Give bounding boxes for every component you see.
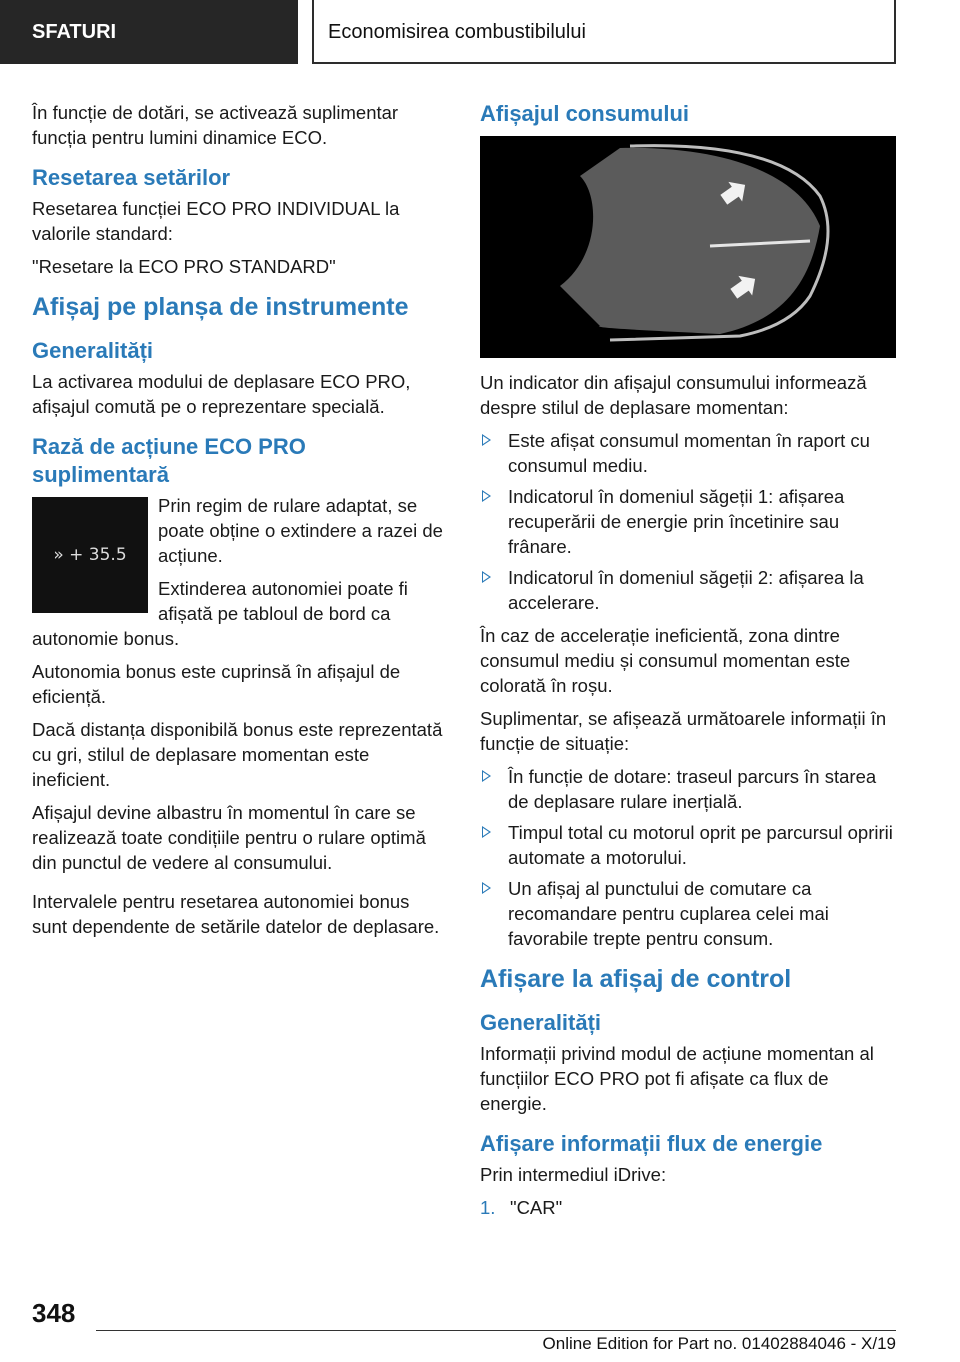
consumption-display-image xyxy=(480,136,896,358)
display-heading: Afișaj pe planșa de instrumente xyxy=(32,293,409,321)
list-item: Un afișaj al punctului de comutare ca recomandare pentru cuplarea celei mai favorabile trepte pentru consum. xyxy=(480,876,896,951)
page-number: 348 xyxy=(32,1298,76,1328)
consumption-bullet-list xyxy=(480,428,896,615)
bullet-triangle-icon xyxy=(482,882,491,894)
list-item: În funcție de dotare: traseul parcurs în starea de deplasare rulare inerțială. xyxy=(480,764,896,814)
left-column xyxy=(32,100,448,947)
right-column xyxy=(480,100,896,1220)
step-number: 1. xyxy=(480,1197,496,1218)
bullet-triangle-icon xyxy=(482,571,491,583)
list-item: Indicatorul în domeniul săgeții 1: afișarea recuperării de energie prin încetinire sau frânare. xyxy=(480,484,896,559)
intro-paragraph: În funcție de dotări, se activează suplimentar funcția pentru lumini dinamice ECO. xyxy=(32,102,399,148)
eco-range-display-image xyxy=(32,497,148,613)
reset-heading: Resetarea setărilor xyxy=(32,165,231,190)
edition-note: Online Edition for Part no. 01402884046 - X/19 xyxy=(542,1334,896,1353)
energy-flow-paragraph: Prin intermediul iDrive: xyxy=(480,1164,667,1185)
chapter-title: Economisirea combustibilului xyxy=(312,0,896,64)
general-heading: Generalități xyxy=(32,338,154,363)
control-display-heading: Afișare la afișaj de control xyxy=(480,965,792,993)
range-paragraph-1: Prin regim de rulare adaptat, se poate obține o extindere a razei de acțiune. xyxy=(158,495,443,566)
steps-list xyxy=(480,1195,896,1220)
range-paragraph-2: Extinderea autonomiei poate fi afișată pe tabloul de bord ca autonomie bonus. xyxy=(32,578,408,649)
control-general-paragraph: Informații privind modul de acțiune momentan al funcțiilor ECO PRO pot fi afișate ca flux de energie. xyxy=(480,1043,874,1114)
inefficient-paragraph: În caz de accelerație ineficientă, zona dintre consumul mediu și consumul momentan este colorată în roșu. xyxy=(480,625,851,696)
section-tab: SFATURI xyxy=(0,0,298,64)
footer-divider xyxy=(96,1330,896,1331)
list-item: Timpul total cu motorul oprit pe parcursul opririi automate a motorului. xyxy=(480,820,896,870)
list-item xyxy=(480,1195,896,1220)
general-paragraph: La activarea modului de deplasare ECO PRO, afișajul comută pe o reprezentare specială. xyxy=(32,371,411,417)
list-item: Este afișat consumul momentan în raport cu consumul mediu. xyxy=(480,428,896,478)
extra-info-paragraph: Suplimentar, se afișează următoarele informații în funcție de situație: xyxy=(480,708,887,754)
bullet-triangle-icon xyxy=(482,490,491,502)
range-paragraph-5: Afișajul devine albastru în momentul în care se realizează toate condițiile pentru o rulare optimă din punctul de vedere al consumului. xyxy=(32,802,426,873)
reset-quote: "Resetare la ECO PRO STANDARD" xyxy=(32,256,336,277)
control-general-heading: Generalități xyxy=(480,1010,602,1035)
range-paragraph-4: Dacă distanța disponibilă bonus este reprezentată cu gri, stilul de deplasare momentan este ineficient. xyxy=(32,719,443,790)
energy-flow-heading: Afișare informații flux de energie xyxy=(480,1131,823,1156)
step-label: "CAR" xyxy=(510,1197,563,1218)
list-item: Indicatorul în domeniul săgeții 2: afișarea la accelerare. xyxy=(480,565,896,615)
eco-range-reading: » + 35.5 xyxy=(53,545,127,565)
consumption-paragraph: Un indicator din afișajul consumului informează despre stilul de deplasare momentan: xyxy=(480,372,867,418)
reset-paragraph: Resetarea funcției ECO PRO INDIVIDUAL la valorile standard: xyxy=(32,198,400,244)
bullet-triangle-icon xyxy=(482,826,491,838)
range-paragraph-6: Intervalele pentru resetarea autonomiei bonus sunt dependente de setările datelor de deplasare. xyxy=(32,891,440,937)
bullet-triangle-icon xyxy=(482,434,491,446)
range-paragraph-3: Autonomia bonus este cuprinsă în afișajul de eficiență. xyxy=(32,661,401,707)
bullet-triangle-icon xyxy=(482,770,491,782)
consumption-heading: Afișajul consumului xyxy=(480,101,690,126)
extra-bullet-list xyxy=(480,764,896,951)
range-heading: Rază de acțiune ECO PRO suplimentară xyxy=(32,434,306,487)
